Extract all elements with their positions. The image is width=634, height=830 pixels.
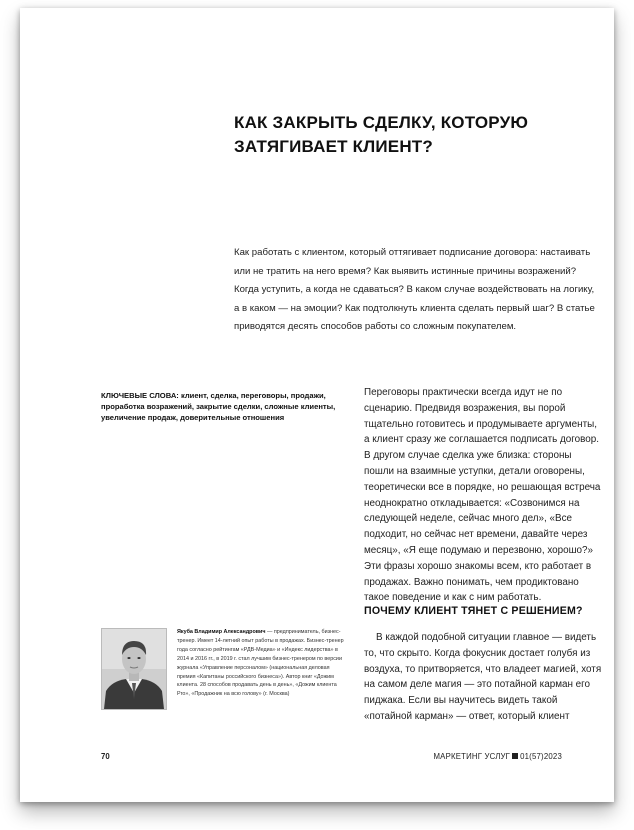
keywords-block [101,390,345,423]
magazine-name: МАРКЕТИНГ УСЛУГ [433,752,511,761]
author-portrait-image [102,629,166,709]
keywords-label: КЛЮЧЕВЫЕ СЛОВА: [101,391,179,400]
author-name: Якуба Владимир Александрович [177,629,266,635]
footer-magazine [433,752,562,761]
body-paragraph-2: В другом случае сделка уже близка: стороны пошли на взаимные уступки, детали оговорены, теоретически все в порядке, но решающая встреча неоднократно откладывается: «Созвонимся на следующей неделе, сейчас много дел», «Все подходит, но сейчас нет времени, давайте через месяц», «Я еще подумаю и перезвоню, хорошо?» Эти фразы хорошо знакомы всем, кто работает в продажах. Важно понимать, чем продиктовано такое поведение и как с ним работать. [364,450,601,604]
author-bio [177,628,347,699]
keywords-list: клиент, сделка, переговоры, продажи, проработка возражений, закрытие сделки, сложные клиенты, увеличение продаж, доверительные отношения [101,391,336,422]
body-paragraph-1: Переговоры практически всегда идут не по сценарию. Предвидя возражения, вы порой тщательно готовитесь и продумываете аргументы, а клиент сразу же соглашается подписать договор. [364,387,599,446]
body-column-top [364,385,602,606]
author-description: — предприниматель, бизнес-тренер. Имеет 14-летний опыт работы в продажах. Бизнес-тренер года согласно рейтингам «РДВ-Медиа» и «Индекс лидерства» в 2014 и 2016 гг., в 2019 г. стал лучшим бизнес-тренером по версии журнала «Управление персоналом» (национальная деловая премия «Капитаны российского бизнеса»). Автор книг «Дожим клиента. 28 способов продавать день в день», «Дожим клиента Pro», «Продажник на всю голову» (г. Москва) [177,629,344,698]
body-column-bottom [364,630,602,725]
article-lead: Как работать с клиентом, который оттягивает подписание договора: настаивать или не тратить на него время? Как выявить истинные причины возражений? Когда уступить, а когда не сдаваться? В каком случае воздействовать на логику, а в каком — на эмоции? Как подтолкнуть клиента сделать первый шаг? В статье приводятся десять способов работы со сложным покупателем. [234,247,595,332]
body-paragraph-3: В каждой подобной ситуации главное — видеть то, что скрыто. Когда фокусник достает голубя из воздуха, то притворяется, что владеет магией, хотя на самом деле магия — это потайной карман его пиджака. Если вы научитесь видеть такой «потайной карман» — ответ, который клиент [364,632,602,722]
issue-number: 01(57)2023 [520,752,562,761]
author-photo [101,628,167,710]
square-bullet-icon [512,753,518,759]
magazine-page [20,8,614,802]
page-number: 70 [101,752,110,761]
article-title: КАК ЗАКРЫТЬ СДЕЛКУ, КОТОРУЮ ЗАТЯГИВАЕТ КЛИЕНТ? [234,113,529,156]
section-heading: ПОЧЕМУ КЛИЕНТ ТЯНЕТ С РЕШЕНИЕМ? [364,605,583,617]
